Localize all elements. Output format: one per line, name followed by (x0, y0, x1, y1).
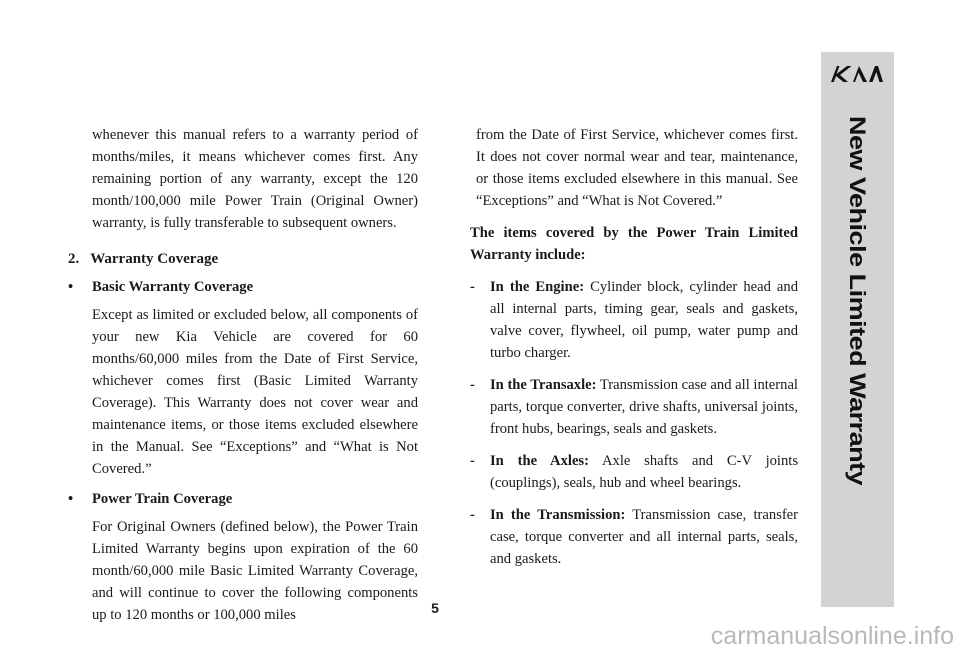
item-label: In the Engine: (490, 279, 585, 295)
dash-marker: - (470, 507, 475, 523)
page-number: 5 (431, 600, 439, 616)
power-train-text: For Original Owners (defined below), the Power Train Limited Warranty begins upon expiration of the 60 month/60,000 mile Basic Limited Warranty Coverage, and will continue to cover the following components up to 120 months or 100,000 miles (92, 519, 418, 623)
power-train-title: Power Train Coverage (92, 491, 233, 507)
right-column (470, 124, 798, 580)
item-text: Cylinder block, cylinder head and all internal parts, timing gear, seals and gaskets, valve cover, flywheel, oil pump, water pump and turbo charger. (490, 279, 799, 361)
watermark: carmanualsonline.info (710, 622, 954, 650)
basic-coverage-bullet (68, 276, 418, 298)
item-text: Transmission case, transfer case, torque converter and all internal parts, seals, and gaskets. (490, 507, 799, 567)
item-text: Axle shafts and C-V joints (couplings), seals, hub and wheel bearings. (490, 453, 799, 491)
continuation-paragraph: from the Date of First Service, whichever comes first. It does not cover normal wear and tear, maintenance, or those items excluded elsewhere in this manual. See “Exceptions” and “What is Not Covered.” (476, 127, 798, 209)
dash-marker: - (470, 453, 475, 469)
basic-coverage-text: Except as limited or excluded below, all components of your new Kia Vehicle are covered for 60 months/60,000 miles from the Date of First Service, whichever comes first (Basic Limited Warranty Coverage). This Warranty does not cover wear and maintenance items, or those items excluded elsewhere in the Manual. See “Exceptions” and “What is Not Covered.” (92, 307, 418, 477)
item-label: In the Axles: (490, 453, 589, 469)
section-heading: 2. Warranty Coverage (68, 251, 219, 267)
power-train-bullet (68, 488, 418, 510)
bullet-icon: • (68, 279, 74, 295)
basic-coverage-title: Basic Warranty Coverage (92, 279, 254, 295)
list-item (470, 450, 798, 494)
item-label: In the Transaxle: (490, 377, 597, 393)
item-text: Transmission case and all internal parts, torque converter, drive shafts, universal joints, front hubs, bearings, seals and gaskets. (490, 377, 798, 437)
side-tab-title: New Vehicle Limited Warranty (845, 116, 870, 486)
list-item (470, 374, 798, 440)
item-label: In the Transmission: (490, 507, 626, 523)
left-column (68, 124, 418, 626)
dash-marker: - (470, 377, 475, 393)
items-heading: The items covered by the Power Train Limited Warranty include: (470, 225, 798, 263)
list-item (470, 276, 798, 364)
list-item (470, 504, 798, 570)
intro-paragraph: whenever this manual refers to a warranty period of months/miles, it means whichever comes first. Any remaining portion of any warranty, except the 120 month/100,000 mile Power Train (Original Owner) warranty, is fully transferable to subsequent owners. (92, 127, 418, 231)
bullet-icon: • (68, 491, 74, 507)
dash-marker: - (470, 279, 475, 295)
kia-logo (827, 60, 889, 88)
side-tab (821, 52, 894, 607)
